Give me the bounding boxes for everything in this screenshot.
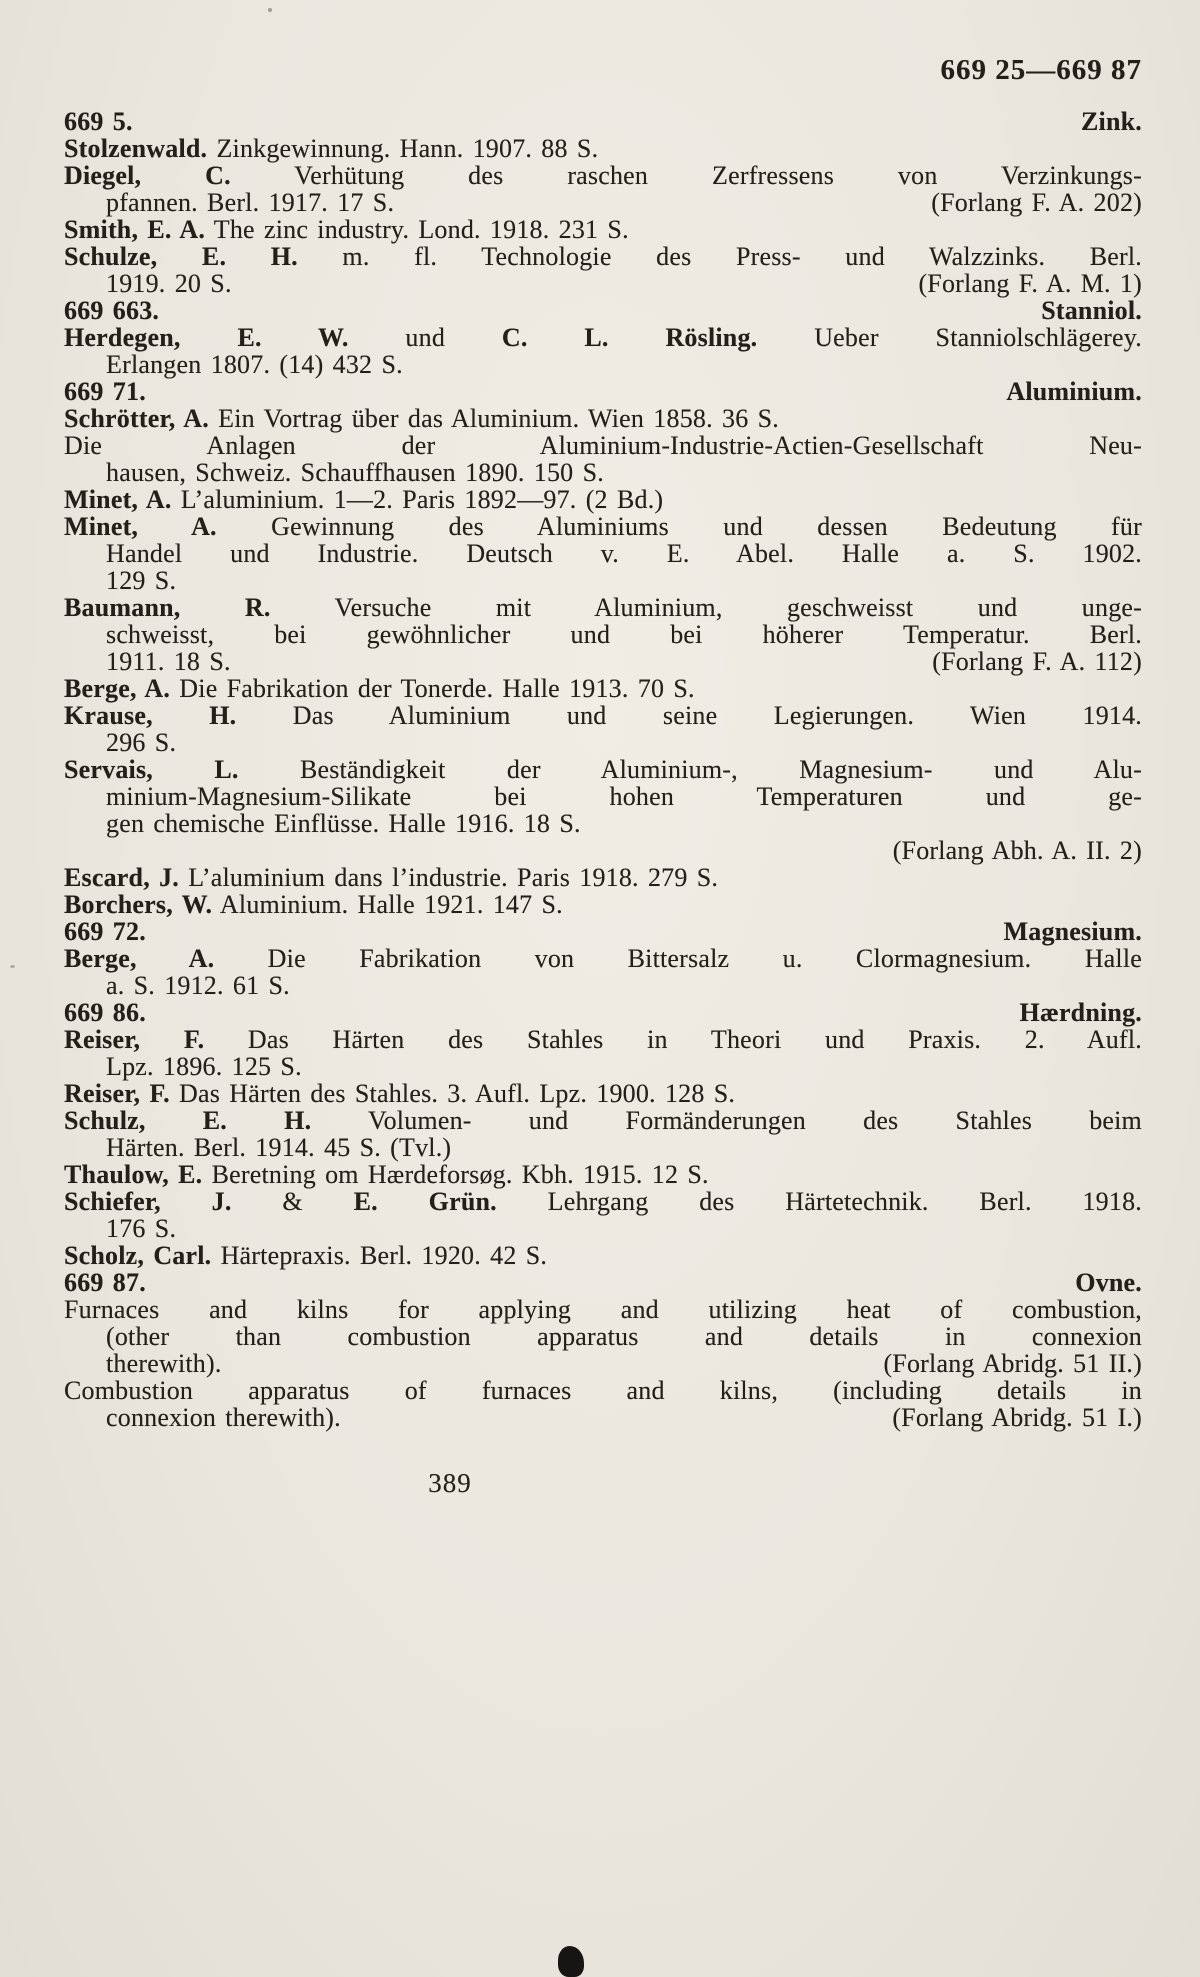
author-name: Schulz, E. H. [64, 1106, 312, 1135]
entry-line [64, 1107, 1142, 1134]
entry-text [64, 485, 663, 514]
catalog-entry [64, 1161, 1142, 1188]
entry-text-part: L’aluminium. 1—2. Paris 1892—97. (2 Bd.) [171, 485, 664, 514]
entry-text-part: The zinc industry. Lond. 1918. 231 S. [205, 215, 629, 244]
entry-line [64, 1215, 1142, 1242]
entry-text [106, 270, 232, 297]
entry-line [64, 1134, 1142, 1161]
entry-line [64, 972, 1142, 999]
entry-line [64, 675, 1142, 702]
catalog-entry [64, 702, 1142, 756]
entry-text [64, 161, 1142, 190]
entry-text [106, 971, 290, 1000]
entry-line [64, 729, 1142, 756]
entry-text-part: minium-Magnesium-Silikate bei hohen Temperaturen und ge- [106, 782, 1142, 811]
entry-line [64, 1377, 1142, 1404]
entry-text-part: Das Aluminium und seine Legierungen. Wien 1914. [236, 701, 1143, 730]
entry-line [64, 1404, 1142, 1431]
section-title: Magnesium. [1003, 917, 1142, 946]
entry-line [64, 324, 1142, 351]
author-name: Schulze, E. H. [64, 242, 298, 271]
forlang-note: (Forlang F. A. 202) [931, 188, 1142, 217]
entry-line [64, 891, 1142, 918]
author-name: Baumann, R. [64, 593, 271, 622]
catalog-entry [64, 675, 1142, 702]
entry-text [64, 701, 1142, 730]
entry-line [64, 594, 1142, 621]
entry-line [64, 459, 1142, 486]
entry-text-part: Beretning om Hærdeforsøg. Kbh. 1915. 12 S. [202, 1160, 709, 1189]
entry-text [106, 728, 176, 757]
entry-text-part: & [231, 1187, 354, 1216]
entry-text-part: schweisst, bei gewöhnlicher und bei höherer Temperatur. Berl. [106, 620, 1142, 649]
entry-line [64, 783, 1142, 810]
entry-text [64, 1079, 735, 1108]
entry-line [64, 162, 1142, 189]
forlang-note: (Forlang Abridg. 51 II.) [883, 1349, 1142, 1378]
entry-line [64, 810, 1142, 837]
author-name: E. Grün. [353, 1187, 497, 1216]
entry-text-part: Combustion apparatus of furnaces and kilns, (including details in [64, 1376, 1142, 1405]
header-range: 669 25—669 87 [940, 54, 1142, 86]
entry-text [64, 134, 598, 163]
entry-text [106, 458, 604, 487]
entry-text [106, 1404, 341, 1431]
entry-text [64, 404, 779, 433]
entry-text [64, 431, 1142, 460]
entry-text-part: Ueber Stanniolschlägerey. [757, 323, 1142, 352]
entry-text-part: gen chemische Einflüsse. Halle 1916. 18 S. [106, 809, 581, 838]
section-heading [64, 297, 1142, 324]
entry-text-part: m. fl. Technologie des Press- und Walzzinks. Berl. [297, 242, 1143, 271]
entry-line [64, 837, 1142, 864]
catalog-entry [64, 1296, 1142, 1377]
entry-text [64, 1295, 1142, 1324]
entry-text [64, 863, 718, 892]
author-name: Minet, A. [64, 512, 217, 541]
entry-text-part: und [348, 323, 502, 352]
entry-line [64, 1350, 1142, 1377]
catalog-entry [64, 1080, 1142, 1107]
entry-text [106, 809, 581, 838]
entry-text-part: 1911. 18 S. [106, 647, 231, 676]
entry-text [64, 1376, 1142, 1405]
entry-text [64, 1160, 709, 1189]
entry-text [64, 215, 629, 244]
forlang-note: (Forlang F. A. M. 1) [918, 269, 1142, 298]
author-name: Schrötter, A. [64, 404, 209, 433]
section-title: Aluminium. [1006, 377, 1142, 406]
entry-text-part: Verhütung des raschen Zerfressens von Verzinkungs- [230, 161, 1142, 190]
catalog-entry [64, 594, 1142, 675]
section-number: 669 71. [64, 377, 146, 406]
entry-text [106, 782, 1142, 811]
catalog-entry [64, 945, 1142, 999]
entry-line [64, 1161, 1142, 1188]
entry-text [64, 242, 1142, 271]
running-header [64, 54, 1142, 86]
author-name: Reiser, F. [64, 1025, 205, 1054]
entry-text [64, 1106, 1142, 1135]
entry-text-part: hausen, Schweiz. Schauffhausen 1890. 150 S. [106, 458, 604, 487]
entry-text-part: Ein Vortrag über das Aluminium. Wien 1858. 36 S. [208, 404, 779, 433]
section-number: 669 663. [64, 296, 160, 325]
entry-text-part: Lehrgang des Härtetechnik. Berl. 1918. [496, 1187, 1142, 1216]
entry-line [64, 621, 1142, 648]
section-heading [64, 378, 1142, 405]
entry-line [64, 1026, 1142, 1053]
entry-line [64, 513, 1142, 540]
entry-text [106, 1214, 176, 1243]
entry-text [64, 755, 1142, 784]
author-name: Minet, A. [64, 485, 172, 514]
entry-line [64, 648, 1142, 675]
catalog-entry [64, 1026, 1142, 1080]
author-name: Herdegen, E. W. [64, 323, 349, 352]
entry-line [64, 945, 1142, 972]
entry-line [64, 216, 1142, 243]
entry-text [64, 1187, 1142, 1216]
page-number: 389 [428, 1468, 472, 1498]
forlang-note: (Forlang F. A. 112) [932, 647, 1142, 676]
entry-text [106, 648, 231, 675]
author-name: Borchers, W. [64, 890, 213, 919]
entry-line [64, 432, 1142, 459]
entry-text-part: Die Anlagen der Aluminium-Industrie-Actien-Gesellschaft Neu- [64, 431, 1142, 460]
entry-text-part: Furnaces and kilns for applying and utilizing heat of combustion, [64, 1295, 1142, 1324]
entry-line [64, 864, 1142, 891]
catalog-entry [64, 216, 1142, 243]
author-name: Escard, J. [64, 863, 179, 892]
section-title: Zink. [1081, 107, 1142, 136]
section-heading [64, 999, 1142, 1026]
author-name: Schiefer, J. [64, 1187, 232, 1216]
section-number: 669 5. [64, 107, 133, 136]
entry-line [64, 243, 1142, 270]
entry-text-part: Lpz. 1896. 125 S. [106, 1052, 302, 1081]
entry-line [64, 189, 1142, 216]
catalog-entry [64, 432, 1142, 486]
author-name: Berge, A. [64, 674, 171, 703]
author-name: Scholz, Carl. [64, 1241, 212, 1270]
entry-text-part: pfannen. Berl. 1917. 17 S. [106, 188, 395, 217]
entry-text [64, 1025, 1142, 1054]
entry-line [64, 270, 1142, 297]
entry-text-part: Härten. Berl. 1914. 45 S. (Tvl.) [106, 1133, 452, 1162]
entry-text-part: Gewinnung des Aluminiums und dessen Bedeutung für [216, 512, 1142, 541]
catalog-entry [64, 486, 1142, 513]
entry-text-part: Das Härten des Stahles in Theori und Praxis. 2. Aufl. [204, 1025, 1142, 1054]
catalog-entry [64, 891, 1142, 918]
entry-text [64, 890, 563, 919]
catalog-entry [64, 513, 1142, 594]
author-name: Berge, A. [64, 944, 215, 973]
entry-text-part: Handel und Industrie. Deutsch v. E. Abel. Halle a. S. 1902. [106, 539, 1142, 568]
entry-line [64, 702, 1142, 729]
entry-text-part: Volumen- und Formänderungen des Stahles beim [311, 1106, 1142, 1135]
text-block [64, 108, 1142, 1431]
entry-text [64, 593, 1142, 622]
entry-text-part: 176 S. [106, 1214, 177, 1243]
entry-text [106, 620, 1142, 649]
entry-text-part: connexion therewith). [106, 1403, 341, 1432]
section-heading [64, 918, 1142, 945]
entry-text-part: 296 S. [106, 728, 177, 757]
author-name: Smith, E. A. [64, 215, 206, 244]
entry-text-part: Härtepraxis. Berl. 1920. 42 S. [211, 1241, 548, 1270]
entry-text [106, 1052, 302, 1081]
entry-text-part: L’aluminium dans l’industrie. Paris 1918. 279 S. [179, 863, 719, 892]
entry-line [64, 1296, 1142, 1323]
entry-text-part: Beständigkeit der Aluminium-, Magnesium- und Alu- [238, 755, 1142, 784]
author-name: Stolzenwald. [64, 134, 208, 163]
entry-text-part: (other than combustion apparatus and details in connexion [106, 1322, 1142, 1351]
forlang-note: (Forlang Abh. A. II. 2) [892, 836, 1142, 865]
entry-text-part: Die Fabrikation von Bittersalz u. Clormagnesium. Halle [214, 944, 1142, 973]
entry-line [64, 1323, 1142, 1350]
entry-text-part: Erlangen 1807. (14) 432 S. [106, 350, 403, 379]
entry-text [106, 539, 1142, 568]
scan-speck [10, 965, 15, 968]
scan-artifact [558, 1946, 584, 1977]
catalog-entry [64, 1107, 1142, 1161]
entry-text [106, 1350, 222, 1377]
catalog-entry [64, 1188, 1142, 1242]
entry-text-part: Zinkgewinnung. Hann. 1907. 88 S. [207, 134, 599, 163]
entry-line [64, 351, 1142, 378]
entry-line [64, 1053, 1142, 1080]
catalog-entry [64, 864, 1142, 891]
entry-text-part: 129 S. [106, 566, 177, 595]
catalog-entry [64, 405, 1142, 432]
entry-line [64, 1242, 1142, 1269]
entry-text [64, 674, 695, 703]
section-heading [64, 1269, 1142, 1296]
entry-text-part: therewith). [106, 1349, 222, 1378]
entry-line [64, 1080, 1142, 1107]
catalog-entry [64, 162, 1142, 216]
section-number: 669 72. [64, 917, 146, 946]
scan-speck [268, 8, 272, 12]
entry-text [64, 323, 1142, 352]
catalog-entry [64, 135, 1142, 162]
entry-text [106, 189, 394, 216]
entry-text [106, 350, 403, 379]
entry-line [64, 540, 1142, 567]
catalog-entry [64, 1242, 1142, 1269]
section-title: Hærdning. [1019, 998, 1142, 1027]
entry-text [106, 566, 176, 595]
catalog-entry [64, 756, 1142, 864]
entry-text [64, 1241, 547, 1270]
author-name: C. L. Rösling. [501, 323, 758, 352]
entry-line [64, 1188, 1142, 1215]
entry-line [64, 486, 1142, 513]
catalog-entry [64, 1377, 1142, 1431]
entry-text-part: a. S. 1912. 61 S. [106, 971, 290, 1000]
author-name: Thaulow, E. [64, 1160, 203, 1189]
entry-text [64, 944, 1142, 973]
entry-text-part: Versuche mit Aluminium, geschweisst und unge- [270, 593, 1142, 622]
section-heading [64, 108, 1142, 135]
entry-text-part: Aluminium. Halle 1921. 147 S. [212, 890, 563, 919]
entry-text-part: Das Härten des Stahles. 3. Aufl. Lpz. 1900. 128 S. [169, 1079, 736, 1108]
author-name: Diegel, C. [64, 161, 231, 190]
author-name: Servais, L. [64, 755, 239, 784]
forlang-note: (Forlang Abridg. 51 I.) [892, 1403, 1142, 1432]
entry-line [64, 567, 1142, 594]
catalog-entry [64, 324, 1142, 378]
entry-text [106, 1133, 451, 1162]
author-name: Reiser, F. [64, 1079, 170, 1108]
author-name: Krause, H. [64, 701, 237, 730]
entry-text [106, 1322, 1142, 1351]
entry-line [64, 756, 1142, 783]
entry-text-part: 1919. 20 S. [106, 269, 232, 298]
section-title: Ovne. [1075, 1268, 1142, 1297]
entry-text-part: Die Fabrikation der Tonerde. Halle 1913. 70 S. [170, 674, 695, 703]
entry-line [64, 135, 1142, 162]
section-number: 669 87. [64, 1268, 146, 1297]
entry-text [64, 512, 1142, 541]
entry-line [64, 405, 1142, 432]
catalog-entry [64, 243, 1142, 297]
section-title: Stanniol. [1041, 296, 1142, 325]
section-number: 669 86. [64, 998, 146, 1027]
